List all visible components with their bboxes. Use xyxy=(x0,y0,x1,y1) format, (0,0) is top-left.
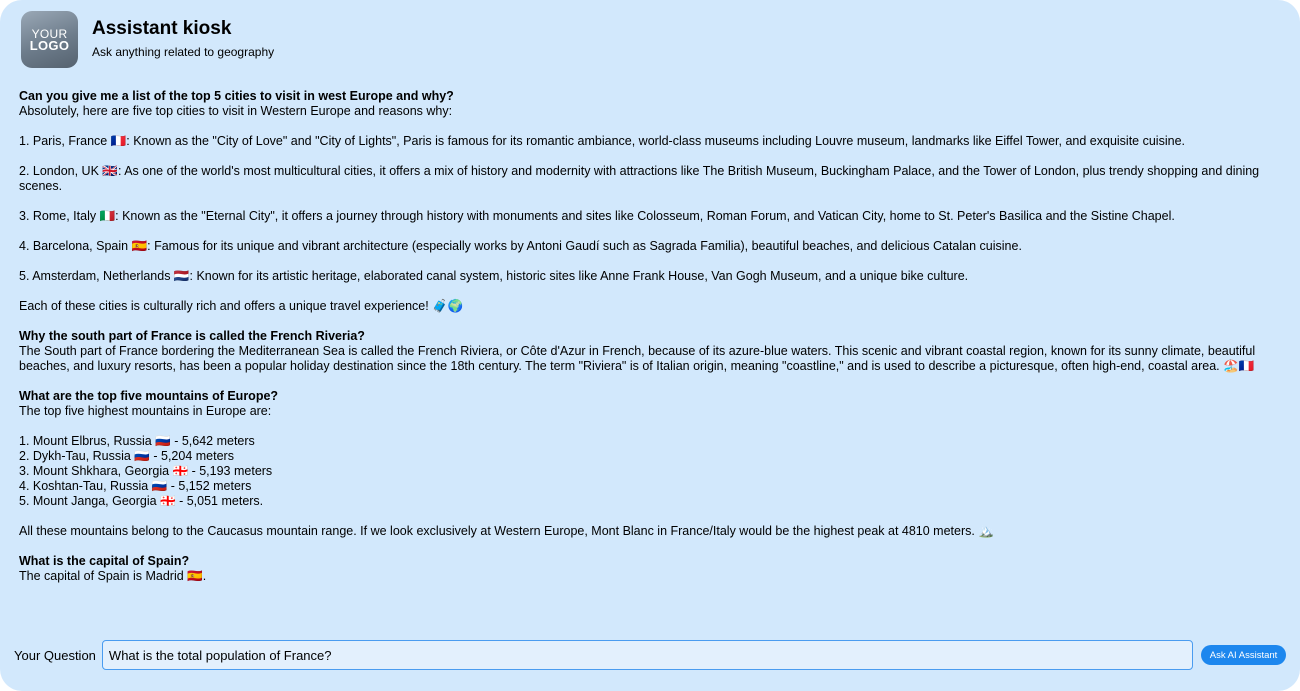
logo-line2: LOGO xyxy=(29,37,70,53)
answer-line: The top five highest mountains in Europe are: xyxy=(19,404,272,418)
question-text: What is the capital of Spain? xyxy=(19,554,190,568)
answer-line: The South part of France bordering the Mediterranean Sea is called the French Riviera, or Côte d'Azur in French, because of its azure-blue waters. This scenic and vibrant coastal region, known for its sunny climate, beautiful beaches, and luxury resorts, has been a popular holiday destination since the 18th century. The term "Riviera" is of Italian origin, meaning "coastline," and is used to describe a picturesque, often high-end, coastal area. 🏖️🇫🇷 xyxy=(19,344,1256,373)
answer-text xyxy=(19,569,1281,584)
answer-line: 4. Barcelona, Spain 🇪🇸: Famous for its unique and vibrant architecture (especially works by Antoni Gaudí such as Sagrada Familia), beautiful beaches, and delicious Catalan cuisine. xyxy=(19,239,1022,253)
answer-paragraph xyxy=(19,104,1281,119)
answer-paragraph xyxy=(19,209,1281,224)
qa-block xyxy=(19,554,1281,584)
answer-paragraph xyxy=(19,434,1281,509)
answer-line: Each of these cities is culturally rich and offers a unique travel experience! 🧳🌍 xyxy=(19,299,464,313)
answer-paragraph xyxy=(19,344,1281,374)
conversation-log xyxy=(19,89,1281,599)
answer-line: All these mountains belong to the Caucasus mountain range. If we look exclusively at Western Europe, Mont Blanc in France/Italy would be the highest peak at 4810 meters. 🏔️ xyxy=(19,524,994,538)
answer-paragraph xyxy=(19,164,1281,194)
answer-line: 1. Paris, France 🇫🇷: Known as the "City of Love" and "City of Lights", Paris is famous for its romantic ambiance, world-class museums including Louvre museum, landmarks like Eiffel Tower, and exquisite cuisine. xyxy=(19,134,1185,148)
answer-line: 4. Koshtan-Tau, Russia 🇷🇺 - 5,152 meters xyxy=(19,479,252,493)
question-text: Why the south part of France is called the French Riveria? xyxy=(19,329,365,343)
answer-text xyxy=(19,404,1281,539)
answer-line: 1. Mount Elbrus, Russia 🇷🇺 - 5,642 meters xyxy=(19,434,255,448)
answer-text xyxy=(19,104,1281,314)
answer-paragraph xyxy=(19,524,1281,539)
qa-block xyxy=(19,329,1281,374)
answer-line: The capital of Spain is Madrid 🇪🇸. xyxy=(19,569,207,583)
answer-paragraph xyxy=(19,569,1281,584)
qa-block xyxy=(19,89,1281,314)
answer-line: Absolutely, here are five top cities to visit in Western Europe and reasons why: xyxy=(19,104,453,118)
answer-line: 2. London, UK 🇬🇧: As one of the world's most multicultural cities, it offers a mix of history and modernity with attractions like The British Museum, Buckingham Palace, and the Tower of London, plus trendy shopping and dining scenes. xyxy=(19,164,1260,193)
answer-line: 3. Mount Shkhara, Georgia 🇬🇪 - 5,193 meters xyxy=(19,464,273,478)
logo-line1: YOUR xyxy=(31,26,68,41)
logo xyxy=(21,11,78,68)
question-text: What are the top five mountains of Europe? xyxy=(19,389,279,403)
qa-block xyxy=(19,389,1281,539)
ask-ai-assistant-button[interactable]: Ask AI Assistant xyxy=(1201,645,1286,665)
answer-paragraph xyxy=(19,239,1281,254)
answer-text xyxy=(19,344,1281,374)
question-text: Can you give me a list of the top 5 cities to visit in west Europe and why? xyxy=(19,89,454,103)
answer-paragraph xyxy=(19,134,1281,149)
question-input[interactable] xyxy=(102,640,1193,670)
answer-paragraph xyxy=(19,269,1281,284)
answer-paragraph xyxy=(19,299,1281,314)
app-title: Assistant kiosk xyxy=(92,18,232,39)
header-titles xyxy=(92,20,274,59)
answer-line: 3. Rome, Italy 🇮🇹: Known as the "Eternal City", it offers a journey through history with monuments and sites like Colosseum, Roman Forum, and Vatican City, home to St. Peter's Basilica and the Sistine Chapel. xyxy=(19,209,1175,223)
answer-line: 5. Mount Janga, Georgia 🇬🇪 - 5,051 meters. xyxy=(19,494,264,508)
header xyxy=(21,11,274,68)
question-label: Your Question xyxy=(14,647,96,663)
answer-line: 2. Dykh-Tau, Russia 🇷🇺 - 5,204 meters xyxy=(19,449,234,463)
answer-paragraph xyxy=(19,404,1281,419)
app-subtitle: Ask anything related to geography xyxy=(92,45,275,59)
question-bar xyxy=(14,640,1286,670)
answer-line: 5. Amsterdam, Netherlands 🇳🇱: Known for its artistic heritage, elaborated canal system, historic sites like Anne Frank House, Van Gogh Museum, and a unique bike culture. xyxy=(19,269,969,283)
